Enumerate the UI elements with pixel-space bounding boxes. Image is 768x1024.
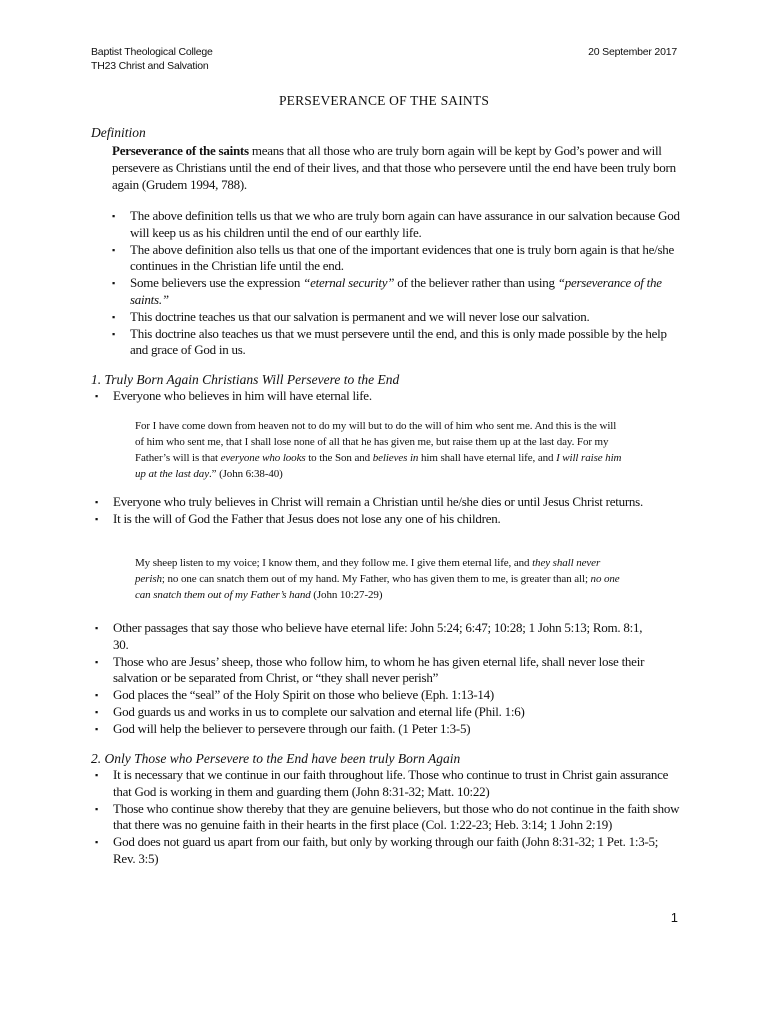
section1-heading: 1. Truly Born Again Christians Will Persevere to the End bbox=[91, 372, 400, 387]
college-name: Baptist Theological College bbox=[91, 46, 213, 58]
square-bullet-icon: ▪ bbox=[95, 623, 98, 633]
list-item: ▪ Everyone who believes in him will have eternal life. bbox=[95, 388, 372, 403]
list-item: ▪ This doctrine teaches us that our salvation is permanent and we will never lose our salvation. bbox=[112, 308, 590, 324]
list-item: ▪ Everyone who truly believes in Christ will remain a Christian until he/she dies or until Jesus Christ returns. bbox=[95, 494, 643, 509]
list-item: ▪ Those who are Jesus’ sheep, those who follow him, to whom he has given eternal life, shall never lose their salvation or be separated from Christ, or “they shall never perish” bbox=[95, 653, 645, 686]
square-bullet-icon: ▪ bbox=[95, 391, 98, 401]
list-item: ▪ It is necessary that we continue in our faith throughout life. Those who continue to trust in Christ gain assurance that God is working in them and guarding them (John 8:31-32; Matt. 10:22) bbox=[95, 767, 669, 799]
list-item: ▪ God does not guard us apart from our faith, but only by working through our faith (John 8:31-32; 1 Pet. 1:3-5; Rev. 3:5) bbox=[95, 834, 659, 866]
course-name: TH23 Christ and Salvation bbox=[91, 60, 209, 72]
square-bullet-icon: ▪ bbox=[95, 690, 98, 701]
scripture-quote-john10: My sheep listen to my voice; I know them, and they follow me. I give them eternal life, and they shall never perish; no one can snatch them out of my hand. My Father, who has given them to me, is greater than all; no one can snatch them out of my Father’s hand (John 10:27-29) bbox=[135, 557, 620, 601]
square-bullet-icon: ▪ bbox=[95, 513, 98, 524]
square-bullet-icon: ▪ bbox=[95, 837, 98, 848]
list-item: ▪ The above definition also tells us that one of the important evidences that one is truly born again is that he/she continues in the Christian life until the end. bbox=[112, 241, 675, 274]
page-number: 1 bbox=[670, 910, 678, 925]
section1-bullet-list-3 bbox=[95, 620, 653, 738]
list-item: ▪ Other passages that say those who believe have eternal life: John 5:24; 6:47; 10:28; 1 John 5:13; Rom. 8:1, 30. bbox=[95, 620, 643, 652]
header-left bbox=[91, 45, 213, 73]
definition-text: means that all those who are truly born again will be kept by God’s power and will persevere as Christians until the end of their lives, and that those who persevere until the end have been truly born again (Grudem 1994, 788). bbox=[112, 143, 676, 192]
square-bullet-icon: ▪ bbox=[112, 278, 115, 289]
square-bullet-icon: ▪ bbox=[95, 497, 98, 507]
list-item: ▪ Some believers use the expression “eternal security” of the believer rather than using “perseverance of the saints.” bbox=[112, 275, 662, 307]
square-bullet-icon: ▪ bbox=[95, 656, 98, 667]
list-item: ▪ This doctrine also teaches us that we must persevere until the end, and this is only made possible by the help and grace of God in us. bbox=[112, 325, 667, 358]
section1-bullet-list-2 bbox=[95, 494, 673, 528]
section2-bullet-list bbox=[95, 767, 683, 868]
section2-heading: 2. Only Those who Persevere to the End have been truly Born Again bbox=[91, 751, 461, 766]
scripture-quote-john6: For I have come down from heaven not to do my will but to do the will of him who sent me. And this is the will of him who sent me, that I shall lose none of all that he has given me, but raise them up at the last day. For my Father’s will is that everyone who looks to the Son and believes in him shall have eternal life, and I will raise him up at the last day.” (John 6:38-40) bbox=[135, 420, 622, 480]
list-item: ▪ It is the will of God the Father that Jesus does not lose any one of his children. bbox=[95, 510, 501, 526]
square-bullet-icon: ▪ bbox=[95, 770, 98, 780]
square-bullet-icon: ▪ bbox=[95, 803, 98, 814]
square-bullet-icon: ▪ bbox=[112, 244, 115, 255]
list-item: ▪ Those who continue show thereby that they are genuine believers, but those who do not continue in the faith show that there was no genuine faith in their hearts in the first place (Col. 1:22-23; Heb. 3:14; 1 John 2:19) bbox=[95, 800, 680, 833]
list-item: ▪ The above definition tells us that we who are truly born again can have assurance in our salvation because God will keep us as his children until the end of our earthly life. bbox=[112, 208, 680, 240]
square-bullet-icon: ▪ bbox=[95, 723, 98, 734]
list-item: ▪ God places the “seal” of the Holy Spirit on those who believe (Eph. 1:13-14) bbox=[95, 687, 495, 703]
square-bullet-icon: ▪ bbox=[95, 706, 98, 717]
list-item: ▪ God guards us and works in us to complete our salvation and eternal life (Phil. 1:6) bbox=[95, 703, 525, 719]
list-item: ▪ God will help the believer to persevere through our faith. (1 Peter 1:3-5) bbox=[95, 720, 471, 736]
definition-bullet-list bbox=[112, 208, 682, 359]
square-bullet-icon: ▪ bbox=[112, 328, 115, 339]
page-title: PERSEVERANCE OF THE SAINTS bbox=[278, 93, 490, 108]
definition-heading: Definition bbox=[91, 125, 146, 140]
definition-paragraph bbox=[112, 142, 682, 193]
definition-term: Perseverance of the saints bbox=[112, 143, 249, 158]
square-bullet-icon: ▪ bbox=[112, 311, 115, 322]
header-date: 20 September 2017 bbox=[588, 46, 677, 58]
section1-bullet-list-1 bbox=[95, 388, 683, 405]
square-bullet-icon: ▪ bbox=[112, 211, 115, 221]
